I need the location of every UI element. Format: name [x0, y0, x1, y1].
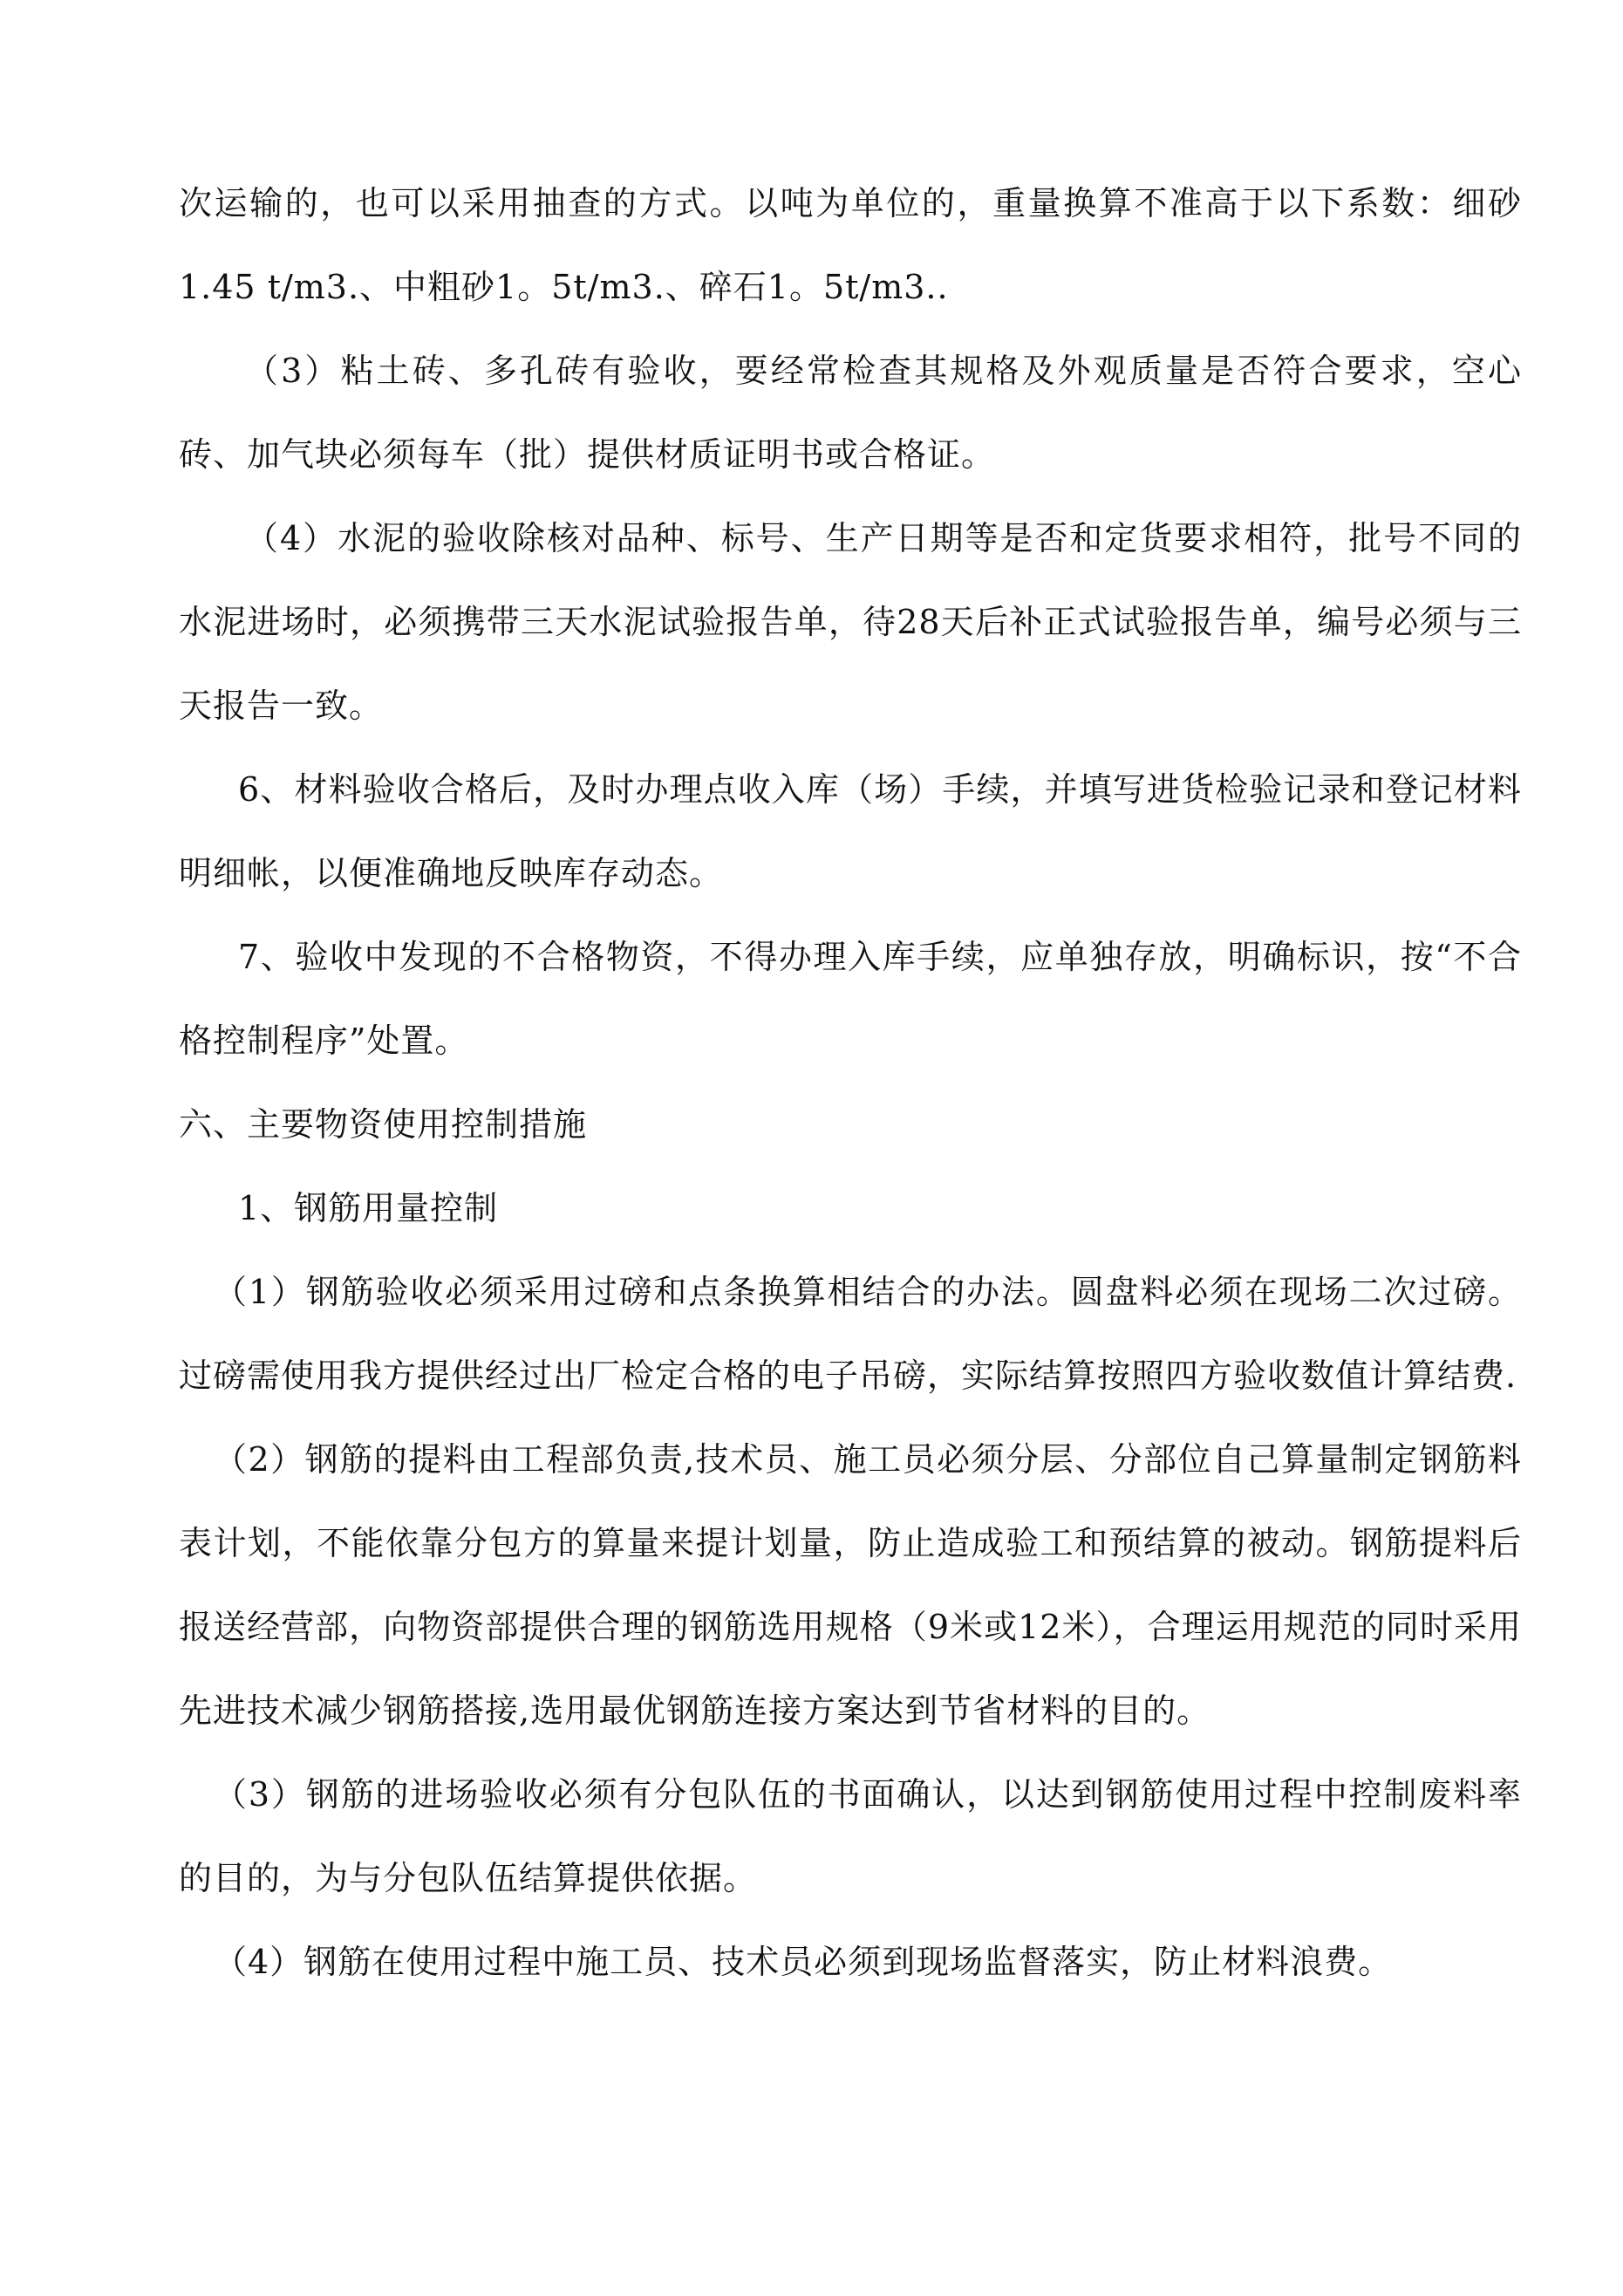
paragraph-brick-inspection: （3）粘土砖、多孔砖有验收，要经常检查其规格及外观质量是否符合要求，空心砖、加气块必须每车（批）提供材质证明书或合格证。 — [179, 352, 1522, 474]
paragraph-item-7-nonconforming: 7、验收中发现的不合格物资，不得办理入库手续，应单独存放，明确标识，按“不合格控制程序”处置。 — [179, 938, 1522, 1060]
subheading-rebar-control: 1、钢筋用量控制 — [238, 1189, 499, 1227]
paragraph-rebar-takeoff: （2）钢筋的提料由工程部负责,技术员、施工员必须分层、分部位自己算量制定钢筋料表计划，不能依靠分包方的算量来提计划量，防止造成验工和预结算的被动。钢筋提料后报送经营部，向物资部提供合理的钢筋选用规格（9米或12米），合理运用规范的同时采用先进技术减少钢筋搭接,选用最优钢筋连接方案达到节省材料的目的。 — [179, 1440, 1522, 1730]
paragraph-rebar-acceptance: （1）钢筋验收必须采用过磅和点条换算相结合的办法。圆盘料必须在现场二次过磅。过磅需使用我方提供经过出厂检定合格的电子吊磅，实际结算按照四方验收数值计算结费. — [179, 1273, 1522, 1395]
paragraph-item-6-warehousing: 6、材料验收合格后，及时办理点收入库（场）手续，并填写进货检验记录和登记材料明细帐，以便准确地反映库存动态。 — [179, 770, 1522, 892]
paragraph-rebar-usage-supervision: （4）钢筋在使用过程中施工员、技术员必须到现场监督落实，防止材料浪费。 — [214, 1943, 1393, 1981]
paragraph-cement-inspection: （4）水泥的验收除核对品种、标号、生产日期等是否和定货要求相符，批号不同的水泥进场时，必须携带三天水泥试验报告单，待28天后补正式试验报告单，编号必须与三天报告一致。 — [179, 519, 1522, 725]
document-body — [179, 161, 1522, 2004]
paragraph-rebar-site-acceptance: （3）钢筋的进场验收必须有分包队伍的书面确认，以达到钢筋使用过程中控制废料率的目的，为与分包队伍结算提供依据。 — [179, 1775, 1522, 1897]
paragraph-sand-weight-coefficients: 次运输的，也可以采用抽查的方式。以吨为单位的，重量换算不准高于以下系数：细砂1.45 t/m3.、中粗砂1。5t/m3.、碎石1。5t/m3.. — [179, 184, 1522, 306]
section-heading-material-control: 六、主要物资使用控制措施 — [179, 1105, 588, 1144]
